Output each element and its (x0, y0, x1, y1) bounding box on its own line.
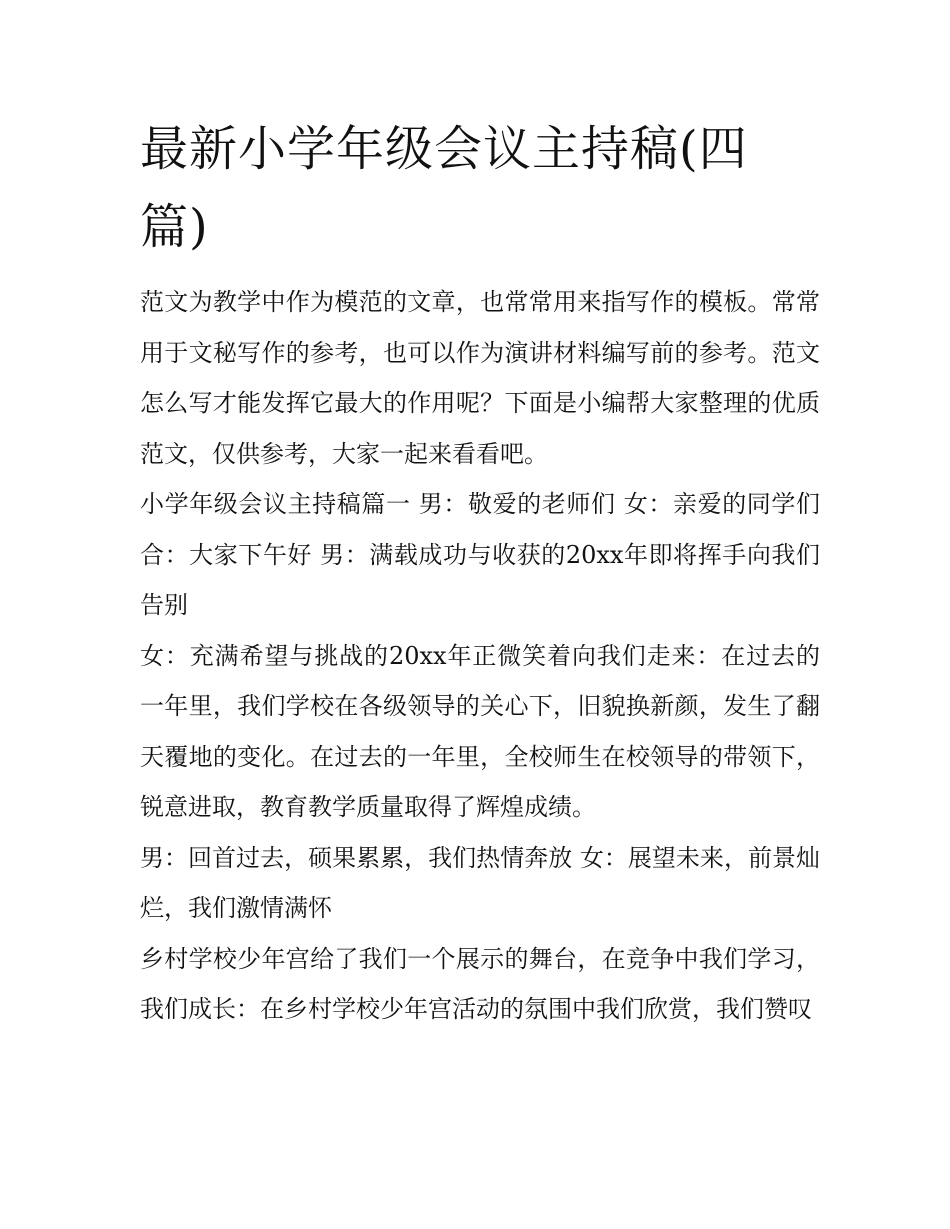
paragraph-male-host: 男：回首过去，硕果累累，我们热情奔放 女：展望未来，前景灿烂，我们激情满怀 (140, 843, 820, 922)
paragraph-female-host: 女：充满希望与挑战的20xx年正微笑着向我们走来：在过去的一年里，我们学校在各级领导的关心下，旧貌换新颜，发生了翻天覆地的变化。在过去的一年里，全校师生在校领导的带领下，锐意进取，教育教学质量取得了辉煌成绩。 (140, 641, 820, 821)
paragraph-intro: 范文为教学中作为模范的文章，也常常用来指写作的模板。常常用于文秘写作的参考，也可以作为演讲材料编写前的参考。范文怎么写才能发挥它最大的作用呢？下面是小编帮大家整理的优质范文，仅供参考，大家一起来看看吧。 (140, 288, 820, 468)
document-title: 最新小学年级会议主持稿(四篇) (140, 121, 748, 255)
document-body (140, 277, 820, 1035)
paragraph-opening-dialogue: 小学年级会议主持稿篇一 男：敬爱的老师们 女：亲爱的同学们 合：大家下午好 男：满载成功与收获的20xx年即将挥手向我们告别 (140, 490, 820, 619)
paragraph-youth-palace: 乡村学校少年宫给了我们一个展示的舞台，在竞争中我们学习，我们成长：在乡村学校少年宫活动的氛围中我们欣赏，我们赞叹 (140, 944, 820, 1023)
